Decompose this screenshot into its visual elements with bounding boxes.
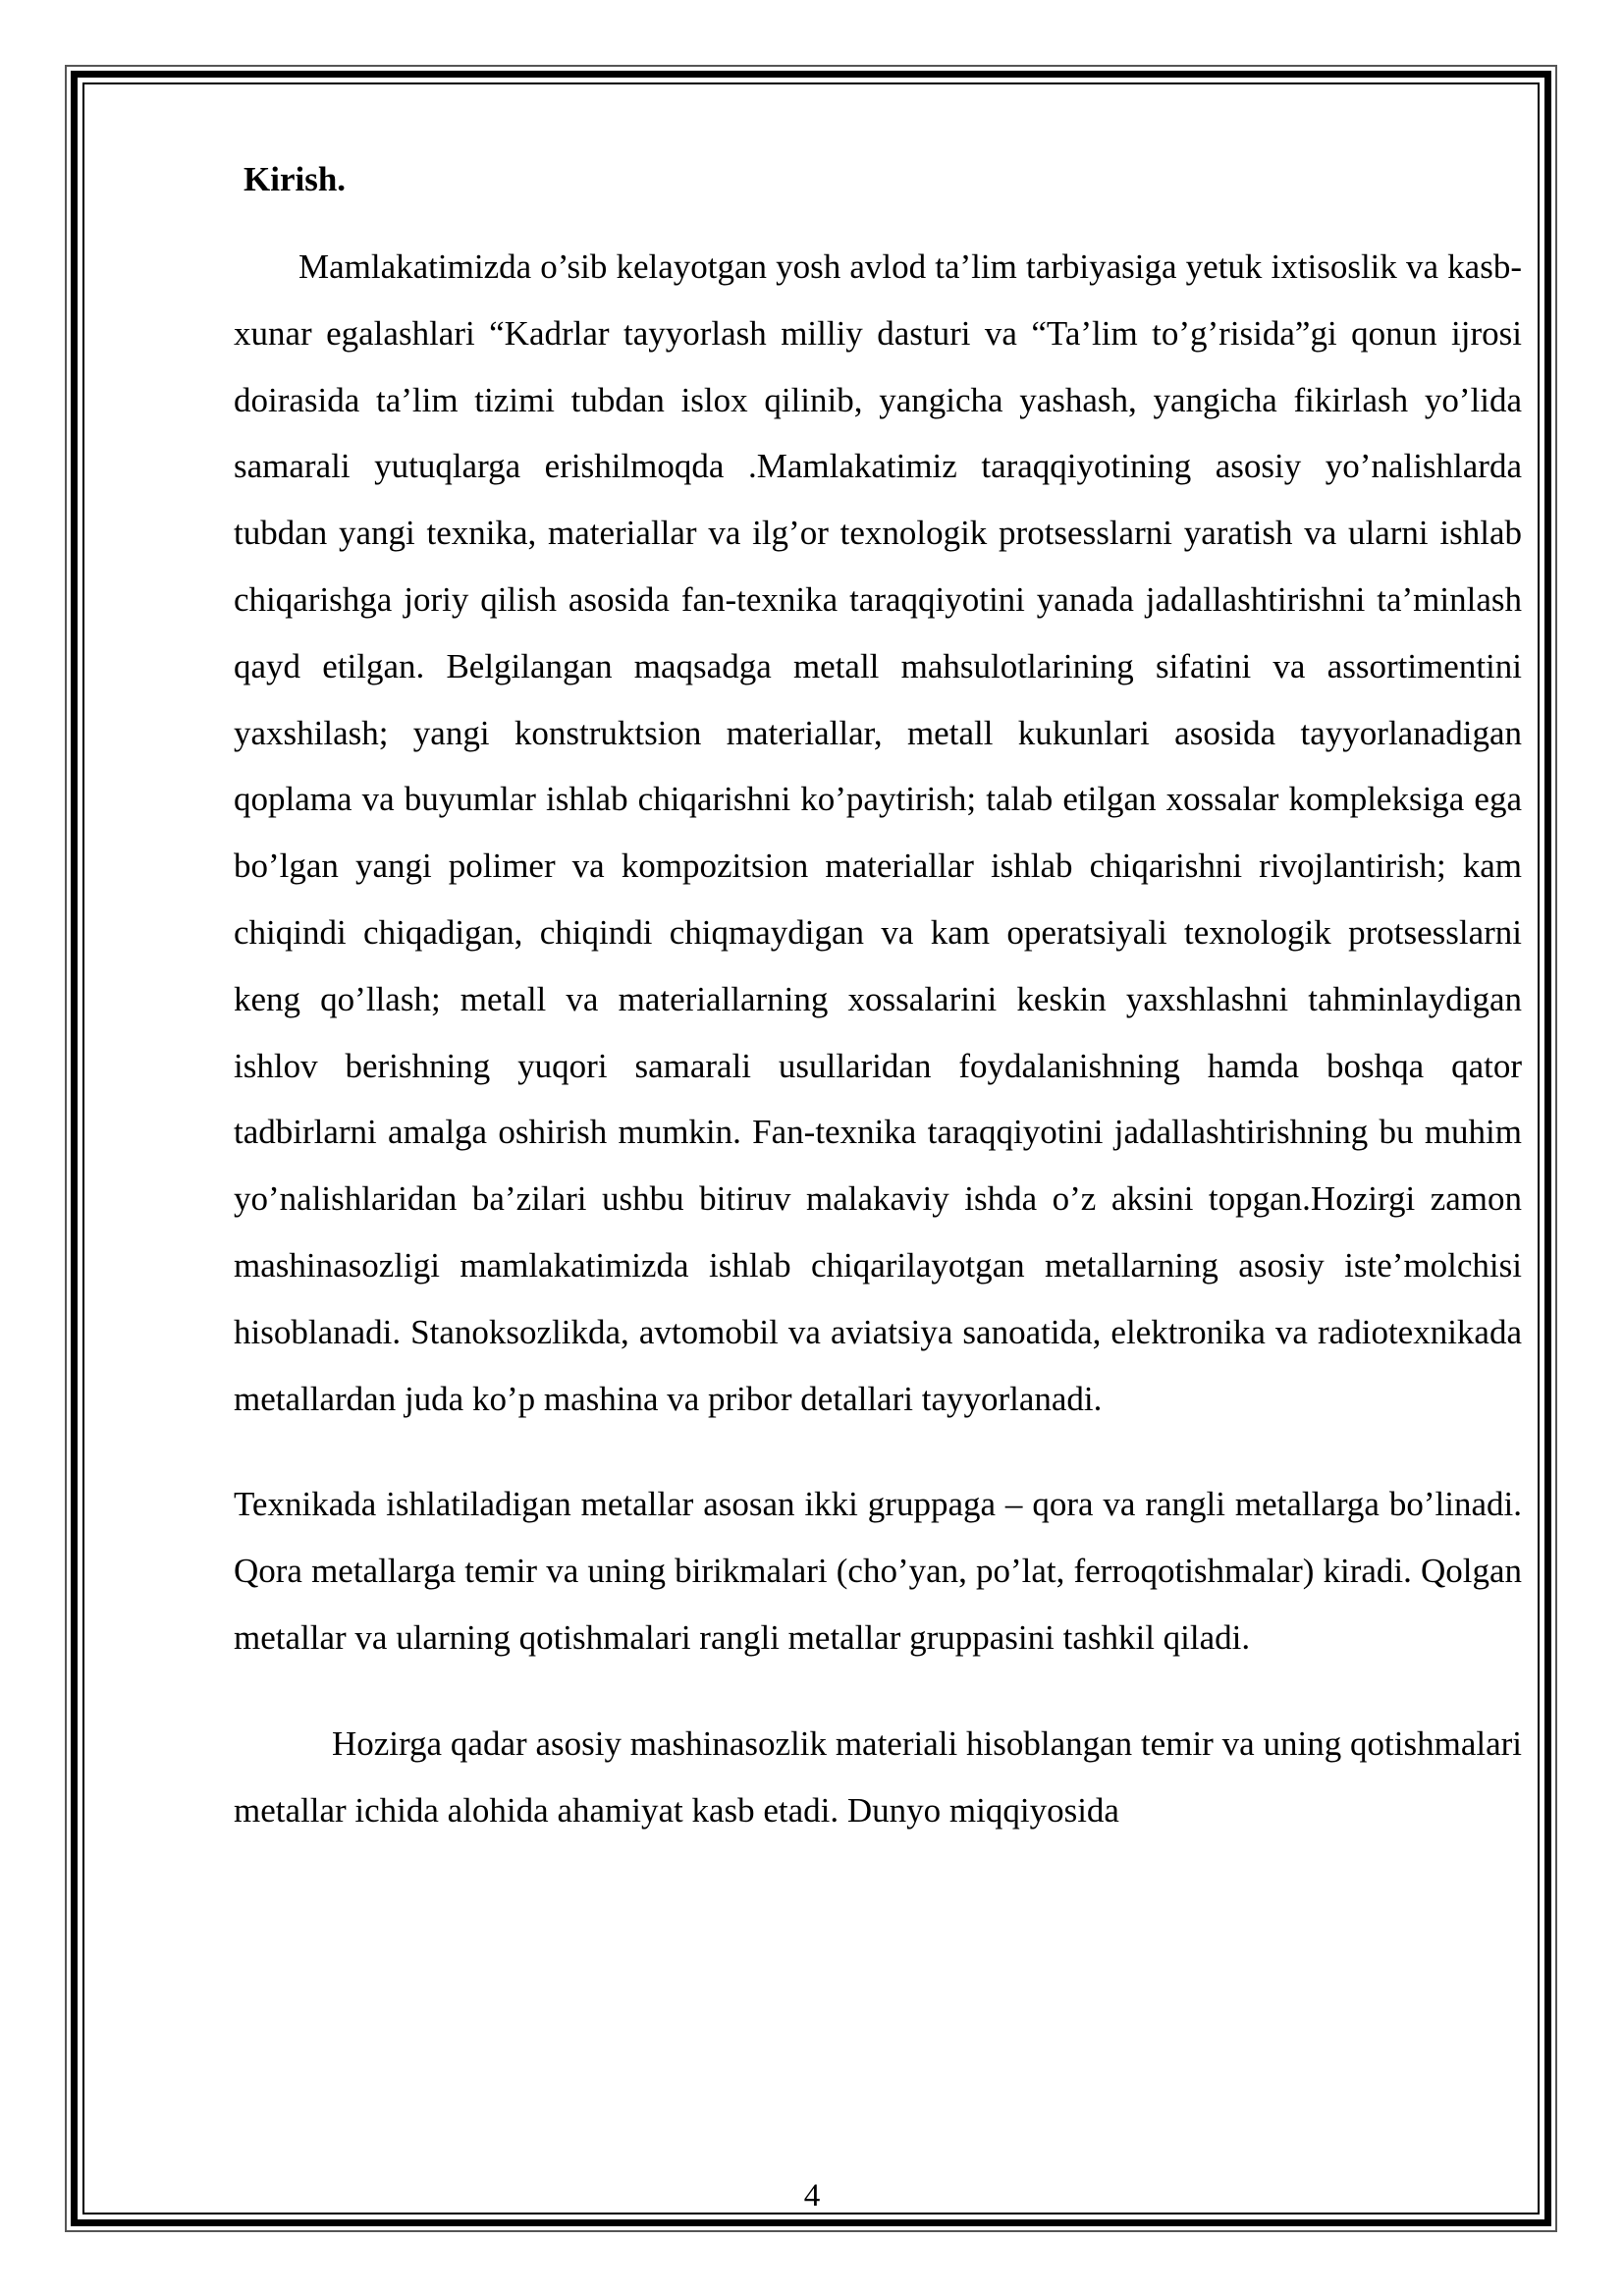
paragraph-3: Hozirga qadar asosiy mashinasozlik materiali hisoblangan temir va uning qotishmalari metallar ichida alohida ahamiyat kasb etadi. Dunyo miqqiyosida: [234, 1723, 1522, 1830]
paragraph-2: Texnikada ishlatiladigan metallar asosan ikki gruppaga – qora va rangli metallarga bo’linadi. Qora metallarga temir va uning birikmalari (cho’yan, po’lat, ferroqotishmalar) kiradi. Qolgan metallar va ularning qotishmalari rangli metallar gruppasini tashkil qiladi.: [234, 1485, 1522, 1657]
section-heading: Kirish.: [244, 160, 347, 198]
document-body: [234, 147, 1522, 1843]
paragraph-1: Mamlakatimizda o’sib kelayotgan yosh avlod ta’lim tarbiyasiga yetuk ixtisoslik va kasb-xunar egalashlari “Kadrlar tayyorlash milliy dasturi va “Ta’lim to’g’risida”gi qonun ijrosi doirasida ta’lim tizimi tubdan islox qilinib, yangicha yashash, yangicha fikirlash yo’lida samarali yutuqlarga erishilmoqda .Mamlakatimiz taraqqiyotining asosiy yo’nalishlarda tubdan yangi texnika, materiallar va ilg’or texnologik protsesslarni yaratish va ularni ishlab chiqarishga joriy qilish asosida fan-texnika taraqqiyotini yanada jadallashtirishni ta’minlash qayd etilgan. Belgilangan maqsadga metall mahsulotlarining sifatini va assortimentini yaxshilash; yangi konstruktsion materiallar, metall kukunlari asosida tayyorlanadigan qoplama va buyumlar ishlab chiqarishni ko’paytirish; talab etilgan xossalar kompleksiga ega bo’lgan yangi polimer va kompozitsion materiallar ishlab chiqarishni rivojlantirish; kam chiqindi chiqadigan, chiqindi chiqmaydigan va kam operatsiyali texnologik protsesslarni keng qo’llash; metall va materiallarning xossalarini keskin yaxshlashni tahminlaydigan ishlov berishning yuqori samarali usullaridan foydalanishning hamda boshqa qator tadbirlarni amalga oshirish mumkin. Fan-texnika taraqqiyotini jadallashtirishning bu muhim yo’nalishlaridan ba’zilari ushbu bitiruv malakaviy ishda o’z aksini topgan.Hozirgi zamon mashinasozligi mamlakatimizda ishlab chiqarilayotgan metallarning asosiy iste’molchisi hisoblanadi. Stanoksozlikda, avtomobil va aviatsiya sanoatida, elektronika va radiotexnikada metallardan juda ko’p mashina va pribor detallari tayyorlanadi.: [234, 247, 1522, 1418]
page-number: 4: [803, 2178, 821, 2214]
